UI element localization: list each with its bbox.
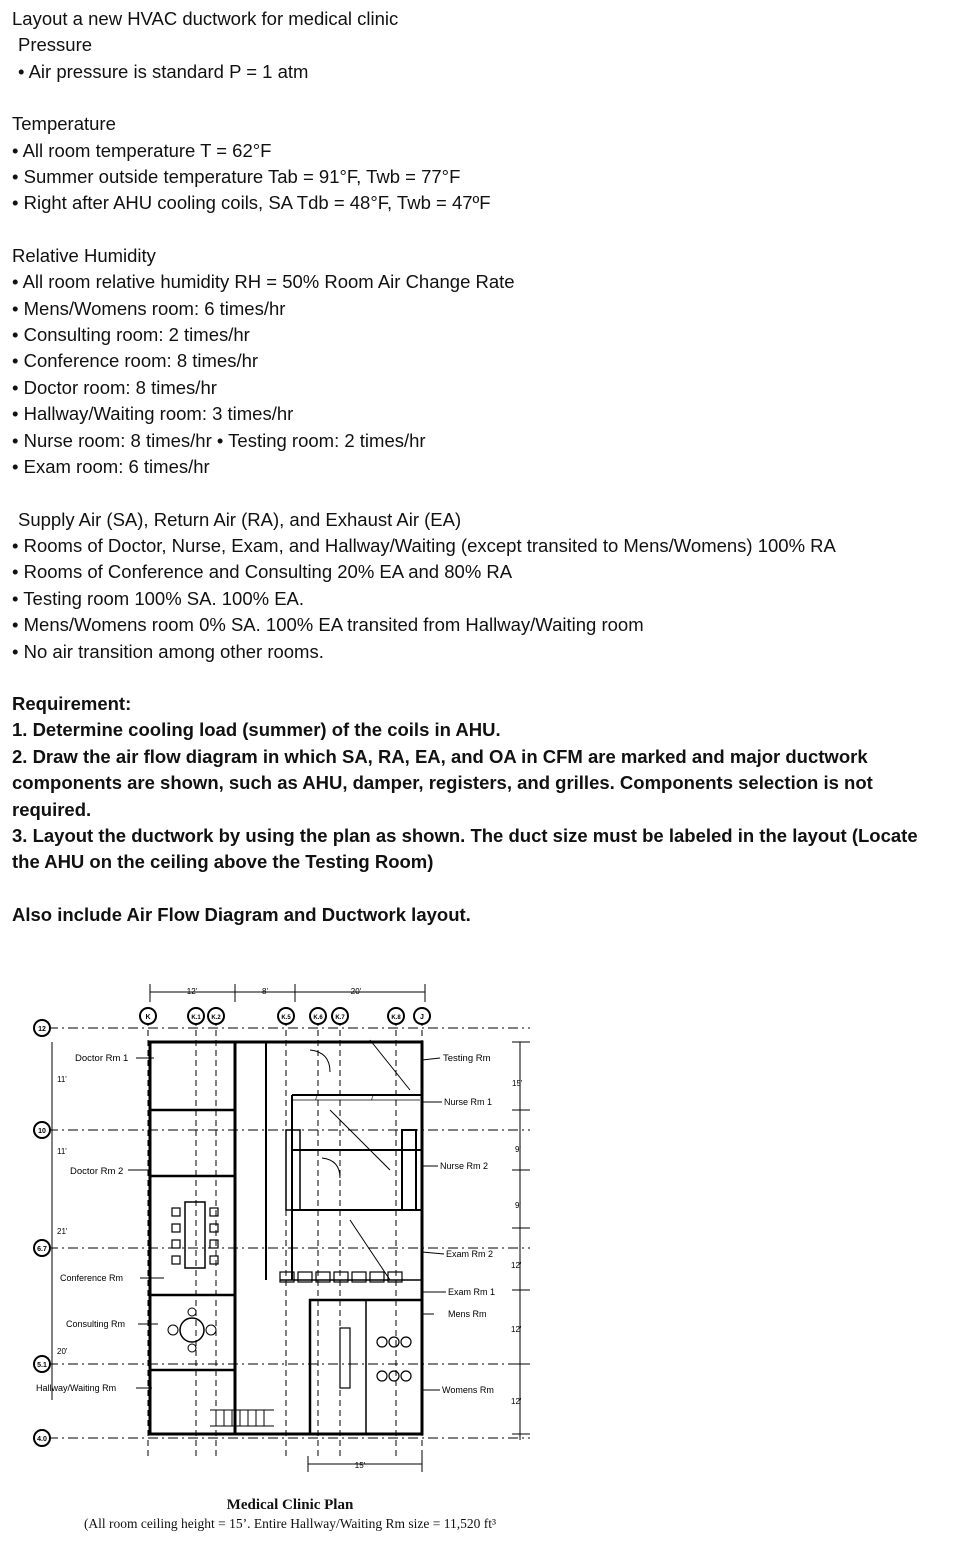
- humidity-item: • Consulting room: 2 times/hr: [12, 324, 250, 346]
- room-label-mens-rm: Mens Rm: [448, 1309, 487, 1319]
- airflow-item: • No air transition among other rooms.: [12, 640, 324, 662]
- row-grid-label: 5.1: [37, 1362, 47, 1369]
- plan-caption-note: (All room ceiling height = 15’. Entire Hallway/Waiting Rm size = 11,520 ft³: [83, 1516, 497, 1531]
- left-dimension: 20': [57, 1347, 68, 1356]
- right-dimension: 12': [511, 1261, 522, 1270]
- inner-dimension: 7': [370, 1093, 376, 1102]
- right-dimension: 9': [515, 1145, 521, 1154]
- humidity-item: • Exam room: 6 times/hr: [12, 456, 210, 478]
- pressure-item: • Air pressure is standard P = 1 atm: [18, 60, 309, 82]
- medical-clinic-plan: [30, 980, 550, 1480]
- humidity-item: • Doctor room: 8 times/hr: [12, 376, 217, 398]
- room-label-conference-rm: Conference Rm: [60, 1273, 124, 1283]
- room-label-hallway-waiting-rm: Hallway/Waiting Rm: [36, 1383, 117, 1393]
- problem-statement: [12, 6, 947, 928]
- column-grid-label: K.6: [313, 1015, 323, 1021]
- temperature-item: • All room temperature T = 62°F: [12, 139, 272, 161]
- bottom-dimension: 15': [354, 1461, 366, 1470]
- plan-caption-title: Medical Clinic Plan: [226, 1497, 354, 1513]
- requirement-item: 3. Layout the ductwork by using the plan as shown. The duct size must be labeled in the layout (Locate the AHU on the ceiling above the Testing Room): [12, 824, 918, 873]
- humidity-item: • Conference room: 8 times/hr: [12, 350, 259, 372]
- column-grid-label: K.2: [211, 1015, 221, 1021]
- column-grid-label: K.7: [335, 1015, 345, 1021]
- room-label-doctor-rm-1: Doctor Rm 1: [75, 1053, 129, 1064]
- room-label-nurse-rm-1: Nurse Rm 1: [444, 1097, 493, 1107]
- top-dimension: 12': [186, 987, 198, 996]
- requirement-item: 2. Draw the air flow diagram in which SA, RA, EA, and OA in CFM are marked and major ductwork components are shown, such as AHU, damper, registers, and grilles. Components selection is not required.: [12, 745, 873, 820]
- humidity-item: • Mens/Womens room: 6 times/hr: [12, 297, 286, 319]
- column-grid-label: J: [420, 1014, 424, 1021]
- right-dimension: 15': [512, 1079, 523, 1088]
- row-grid-label: 10: [38, 1128, 46, 1135]
- room-label-consulting-rm: Consulting Rm: [66, 1319, 126, 1329]
- humidity-heading: Relative Humidity: [12, 244, 156, 266]
- right-dimension: 12': [511, 1325, 522, 1334]
- requirement-item: 1. Determine cooling load (summer) of the coils in AHU.: [12, 719, 501, 741]
- room-label-exam-rm-1: Exam Rm 1: [448, 1287, 496, 1297]
- humidity-item: • Hallway/Waiting room: 3 times/hr: [12, 403, 294, 425]
- column-grid-label: K.1: [191, 1015, 201, 1021]
- left-dimension: 21': [57, 1227, 68, 1236]
- temperature-heading: Temperature: [12, 113, 116, 135]
- requirement-note: Also include Air Flow Diagram and Ductwork layout.: [12, 903, 471, 925]
- left-dimension: 11': [57, 1075, 67, 1084]
- doc-title: Layout a new HVAC ductwork for medical clinic: [12, 8, 399, 29]
- column-grid-label: K.8: [391, 1015, 401, 1021]
- airflow-item: • Rooms of Doctor, Nurse, Exam, and Hallway/Waiting (except transited to Mens/Womens) 100% RA: [12, 534, 836, 556]
- room-label-nurse-rm-2: Nurse Rm 2: [440, 1161, 489, 1171]
- temperature-item: • Summer outside temperature Tab = 91°F, Twb = 77°F: [12, 166, 461, 188]
- top-dimension: 20': [350, 987, 362, 996]
- row-grid-label: 6.7: [37, 1246, 47, 1253]
- airflow-item: • Mens/Womens room 0% SA. 100% EA transited from Hallway/Waiting room: [12, 614, 644, 636]
- right-dimension: 12': [511, 1397, 522, 1406]
- left-dimension: 11': [57, 1147, 67, 1156]
- temperature-item: • Right after AHU cooling coils, SA Tdb = 48°F, Twb = 47ºF: [12, 192, 491, 214]
- row-grid-label: 4.0: [37, 1436, 47, 1443]
- top-dimension: 8': [262, 987, 268, 996]
- room-label-doctor-rm-2: Doctor Rm 2: [70, 1166, 124, 1177]
- room-label-testing-rm: Testing Rm: [443, 1053, 491, 1064]
- room-label-exam-rm-2: Exam Rm 2: [446, 1249, 494, 1259]
- column-grid-bubbles: [140, 1008, 430, 1024]
- room-label-womens-rm: Womens Rm: [442, 1385, 494, 1395]
- humidity-item: • All room relative humidity RH = 50% Room Air Change Rate: [12, 271, 515, 293]
- row-grid-label: 12: [38, 1026, 46, 1033]
- right-dimension: 9': [515, 1201, 521, 1210]
- humidity-item: • Nurse room: 8 times/hr • Testing room: 2 times/hr: [12, 429, 426, 451]
- airflow-heading: Supply Air (SA), Return Air (RA), and Exhaust Air (EA): [18, 508, 462, 530]
- requirement-heading: Requirement:: [12, 692, 132, 714]
- airflow-item: • Testing room 100% SA. 100% EA.: [12, 587, 305, 609]
- pressure-heading: Pressure: [18, 34, 93, 56]
- airflow-item: • Rooms of Conference and Consulting 20% EA and 80% RA: [12, 561, 513, 583]
- column-grid-label: K: [145, 1014, 151, 1021]
- column-grid-label: K.5: [281, 1015, 291, 1021]
- inner-dimension: 7': [314, 1093, 320, 1102]
